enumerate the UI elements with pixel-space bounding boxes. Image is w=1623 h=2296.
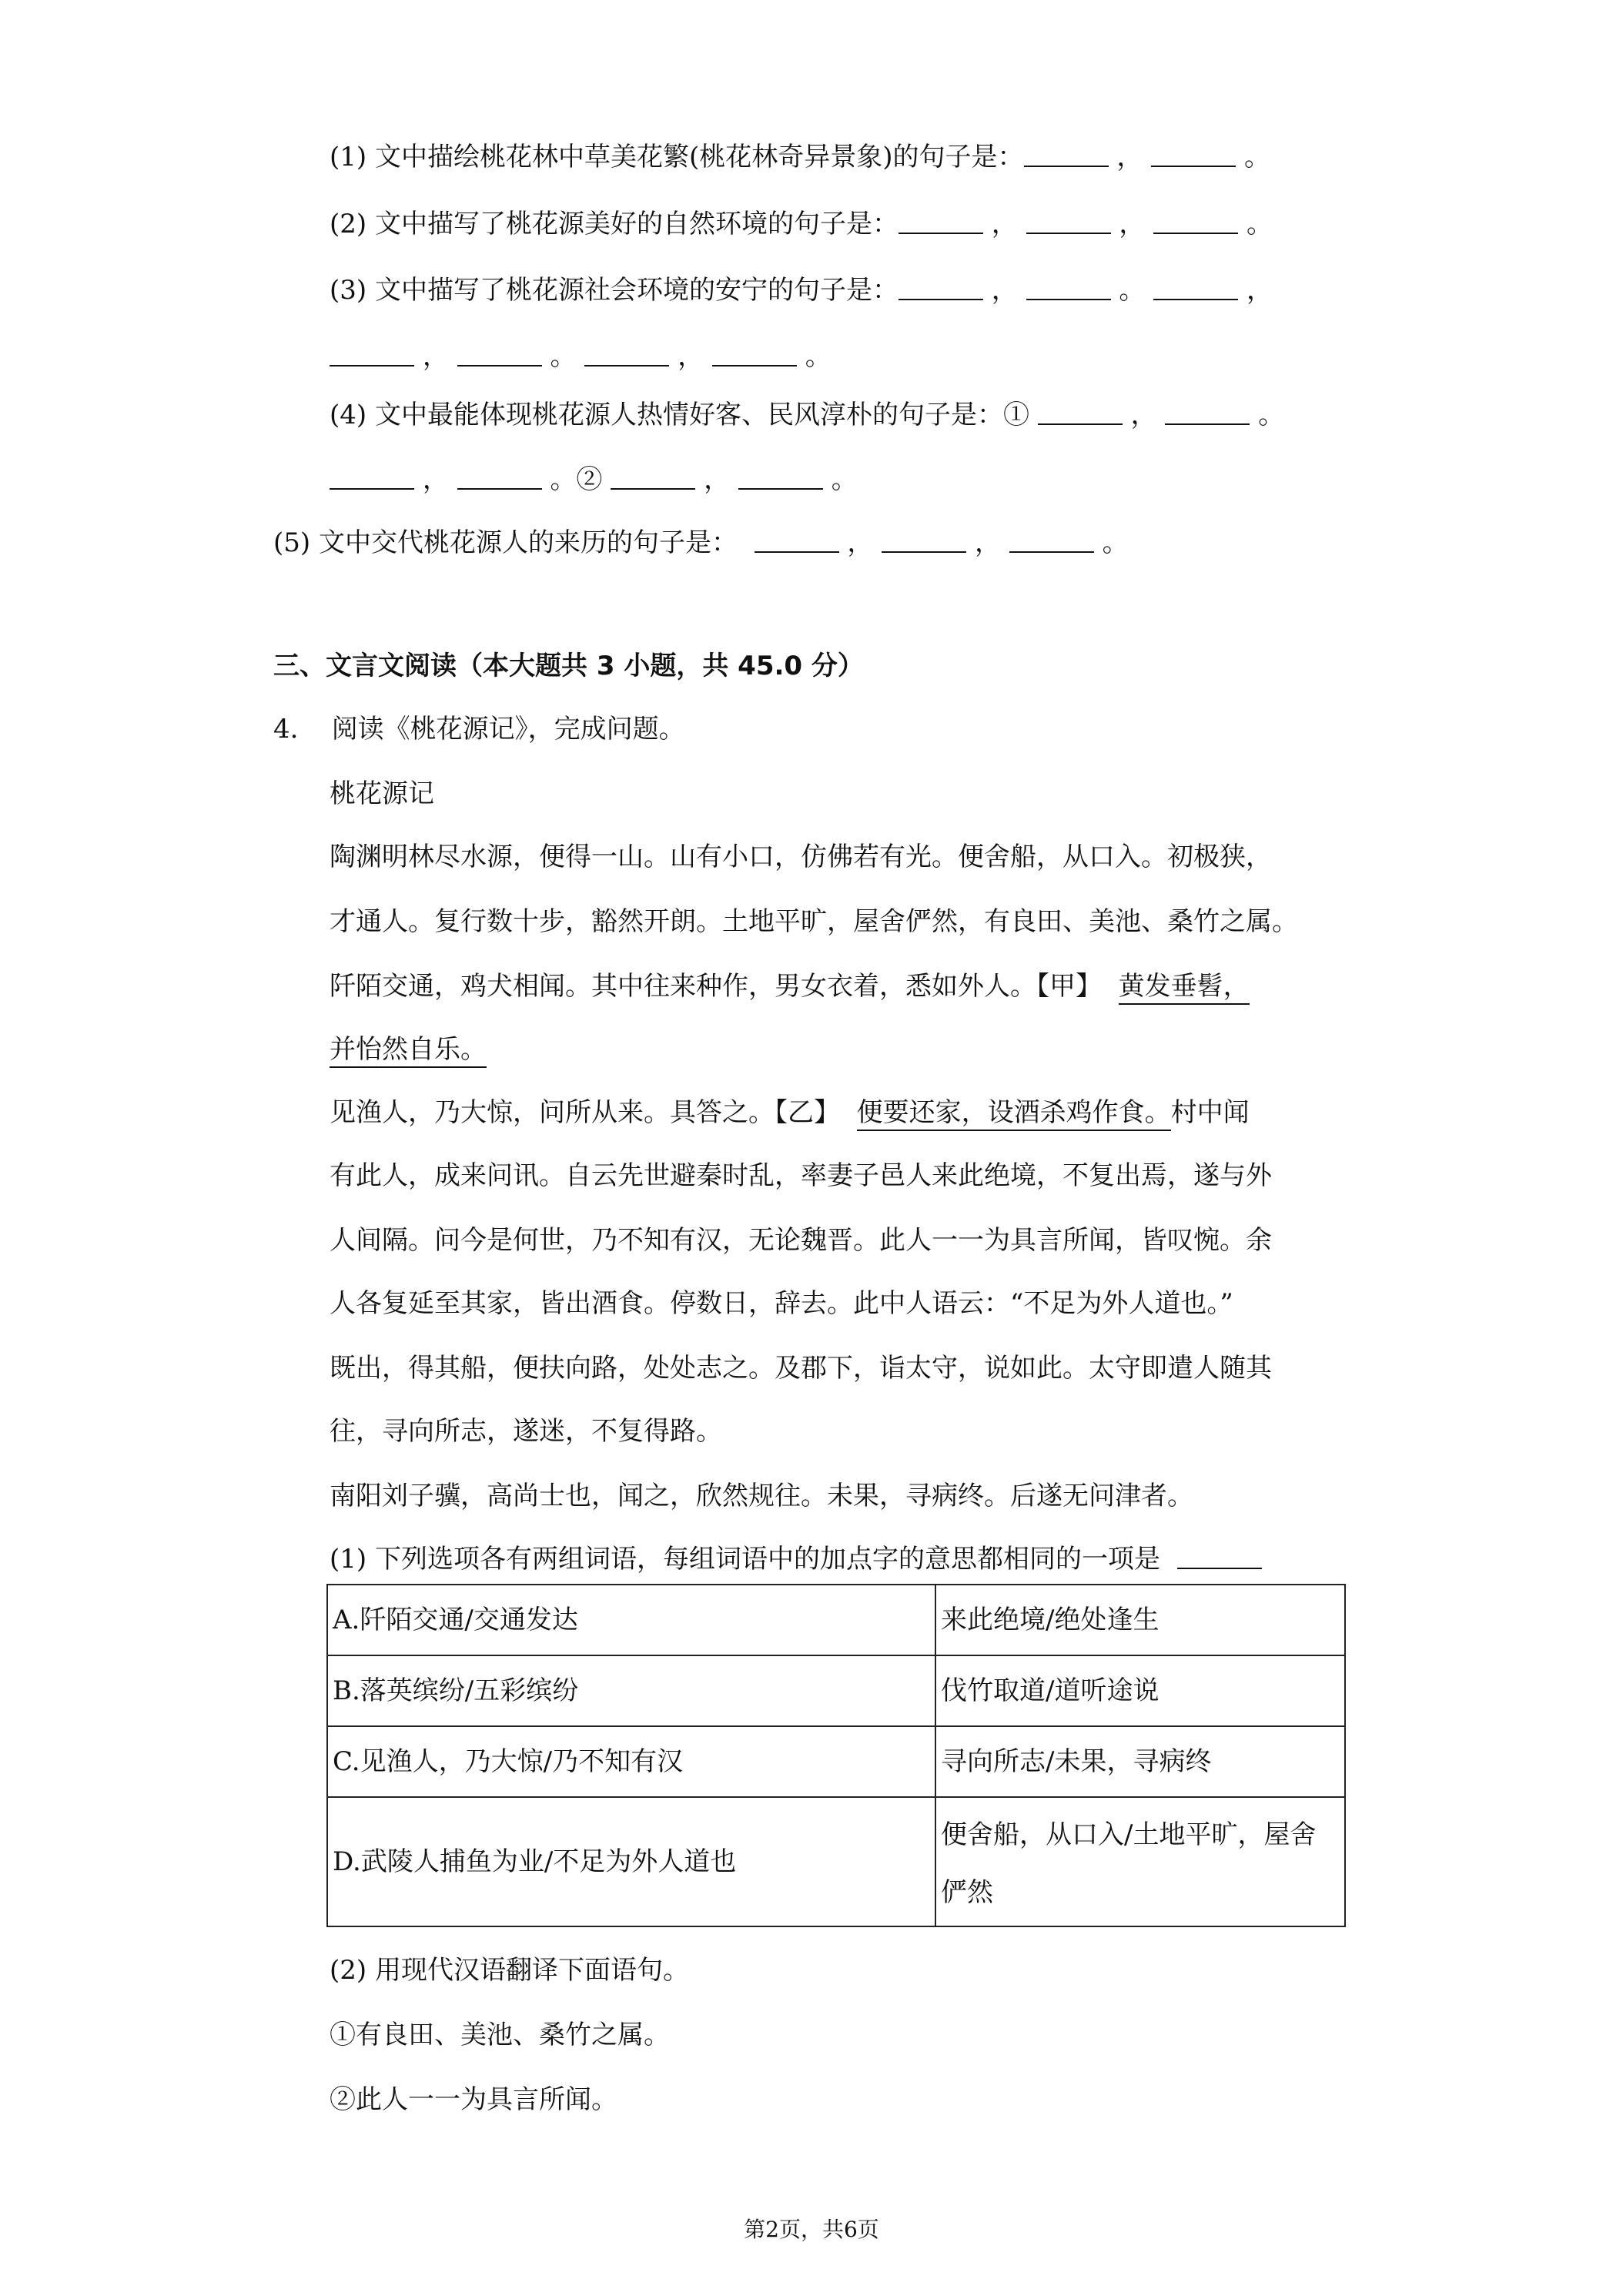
- passage-line: 人间隔。问今是何世，乃不知有汉，无论魏晋。此人一一为具言所闻，皆叹惋。余: [330, 1225, 1272, 1256]
- answer-blank[interactable]: [457, 342, 542, 366]
- page-footer: 第2页，共6页: [744, 2217, 879, 2242]
- table-row: [327, 1726, 1345, 1797]
- passage-line: 南阳刘子骥，高尚士也，闻之，欣然规往。未果，寻病终。后遂无问津者。: [330, 1481, 1193, 1511]
- answer-blank[interactable]: [457, 465, 542, 490]
- answer-blank[interactable]: [611, 465, 695, 490]
- underlined-sentence-yi: 便要还家，设酒杀鸡作食。: [857, 1097, 1171, 1131]
- underlined-sentence-jia-cont: 并怡然自乐。: [330, 1034, 487, 1068]
- passage-line: 有此人，成来问讯。自云先世避秦时乱，率妻子邑人来此绝境，不复出焉，遂与外: [330, 1160, 1272, 1191]
- passage-line: 阡陌交通，鸡犬相闻。其中往来种作，男女衣着，悉如外人。【甲】 黄发垂髫，: [330, 969, 1250, 1003]
- option-c[interactable]: C.见渔人，乃大惊/乃不知有汉: [327, 1726, 935, 1797]
- table-row: [327, 1655, 1345, 1726]
- fill-question-1: (1) 文中描绘桃花林中草美花繁(桃花林奇异景象)的句子是： ， 。: [330, 142, 1270, 172]
- answer-blank[interactable]: [738, 465, 823, 490]
- answer-blank[interactable]: [1153, 276, 1238, 300]
- translation-item-1: ①有良田、美池、桑竹之属。: [330, 2020, 670, 2050]
- underlined-sentence-jia: 黄发垂髫，: [1119, 971, 1250, 1005]
- answer-blank[interactable]: [1026, 209, 1111, 234]
- answer-blank[interactable]: [899, 209, 983, 234]
- sub-question-1: (1) 下列选项各有两组词语，每组词语中的加点字的意思都相同的一项是: [330, 1542, 1262, 1576]
- answer-blank[interactable]: [1038, 400, 1123, 425]
- fill-question-5: (5) 文中交代桃花源人的来历的句子是： ， ， 。: [273, 527, 1129, 558]
- option-a-right: 来此绝境/绝处逢生: [935, 1585, 1345, 1655]
- answer-blank[interactable]: [899, 276, 983, 300]
- passage-line: 往，寻向所志，遂迷，不复得路。: [330, 1416, 722, 1447]
- passage-line: 才通人。复行数十步，豁然开朗。土地平旷，屋舍俨然，有良田、美池、桑竹之属。: [330, 906, 1298, 937]
- answer-blank[interactable]: [1153, 209, 1238, 234]
- option-b-right: 伐竹取道/道听途说: [935, 1655, 1345, 1726]
- passage-title: 桃花源记: [330, 778, 434, 809]
- answer-blank[interactable]: [584, 342, 669, 366]
- passage-line: 人各复延至其家，皆出酒食。停数日，辞去。此中人语云：“不足为外人道也。”: [330, 1288, 1233, 1319]
- answer-blank[interactable]: [330, 342, 414, 366]
- table-row: [327, 1797, 1345, 1926]
- fill-question-2: (2) 文中描写了桃花源美好的自然环境的句子是： ， ， 。: [330, 209, 1273, 239]
- answer-blank[interactable]: [1026, 276, 1111, 300]
- option-b[interactable]: B.落英缤纷/五彩缤纷: [327, 1655, 935, 1726]
- passage-line: 既出，得其船，便扶向路，处处志之。及郡下，诣太守，说如此。太守即遣人随其: [330, 1353, 1272, 1384]
- passage-line: 见渔人，乃大惊，问所从来。具答之。【乙】 便要还家，设酒杀鸡作食。村中闻: [330, 1096, 1250, 1130]
- fill-question-3-cont: ， 。 ， 。: [330, 340, 832, 373]
- passage-line: [330, 1033, 487, 1066]
- option-d-right: 便舍船，从口入/土地平旷，屋舍 俨然: [935, 1797, 1345, 1926]
- answer-blank[interactable]: [1177, 1545, 1262, 1569]
- sub-question-2: (2) 用现代汉语翻译下面语句。: [330, 1955, 689, 1986]
- answer-blank[interactable]: [1024, 142, 1109, 167]
- answer-blank[interactable]: [1151, 142, 1236, 167]
- fill-question-4-cont: ， 。② ， 。: [330, 463, 858, 497]
- option-d[interactable]: D.武陵人捕鱼为业/不足为外人道也: [327, 1797, 935, 1926]
- question-4-intro: 4. 阅读《桃花源记》，完成问题。: [273, 714, 685, 745]
- answer-blank[interactable]: [882, 528, 966, 553]
- fill-question-3: (3) 文中描写了桃花源社会环境的安宁的句子是： ， 。 ，: [330, 275, 1273, 306]
- fill-question-4: (4) 文中最能体现桃花源人热情好客、民风淳朴的句子是：① ， 。: [330, 400, 1285, 430]
- translation-item-2: ②此人一一为具言所闻。: [330, 2084, 617, 2115]
- options-table: [326, 1584, 1346, 1927]
- answer-blank[interactable]: [1165, 400, 1250, 425]
- option-c-right: 寻向所志/未果，寻病终: [935, 1726, 1345, 1797]
- answer-blank[interactable]: [1009, 528, 1094, 553]
- table-row: [327, 1585, 1345, 1655]
- section-heading: 三、文言文阅读（本大题共 3 小题，共 45.0 分）: [273, 651, 864, 681]
- answer-blank[interactable]: [755, 528, 839, 553]
- answer-blank[interactable]: [712, 342, 797, 366]
- answer-blank[interactable]: [330, 465, 414, 490]
- option-a[interactable]: A.阡陌交通/交通发达: [327, 1585, 935, 1655]
- passage-line: 陶渊明林尽水源，便得一山。山有小口，仿佛若有光。便舍船，从口入。初极狭，: [330, 842, 1272, 872]
